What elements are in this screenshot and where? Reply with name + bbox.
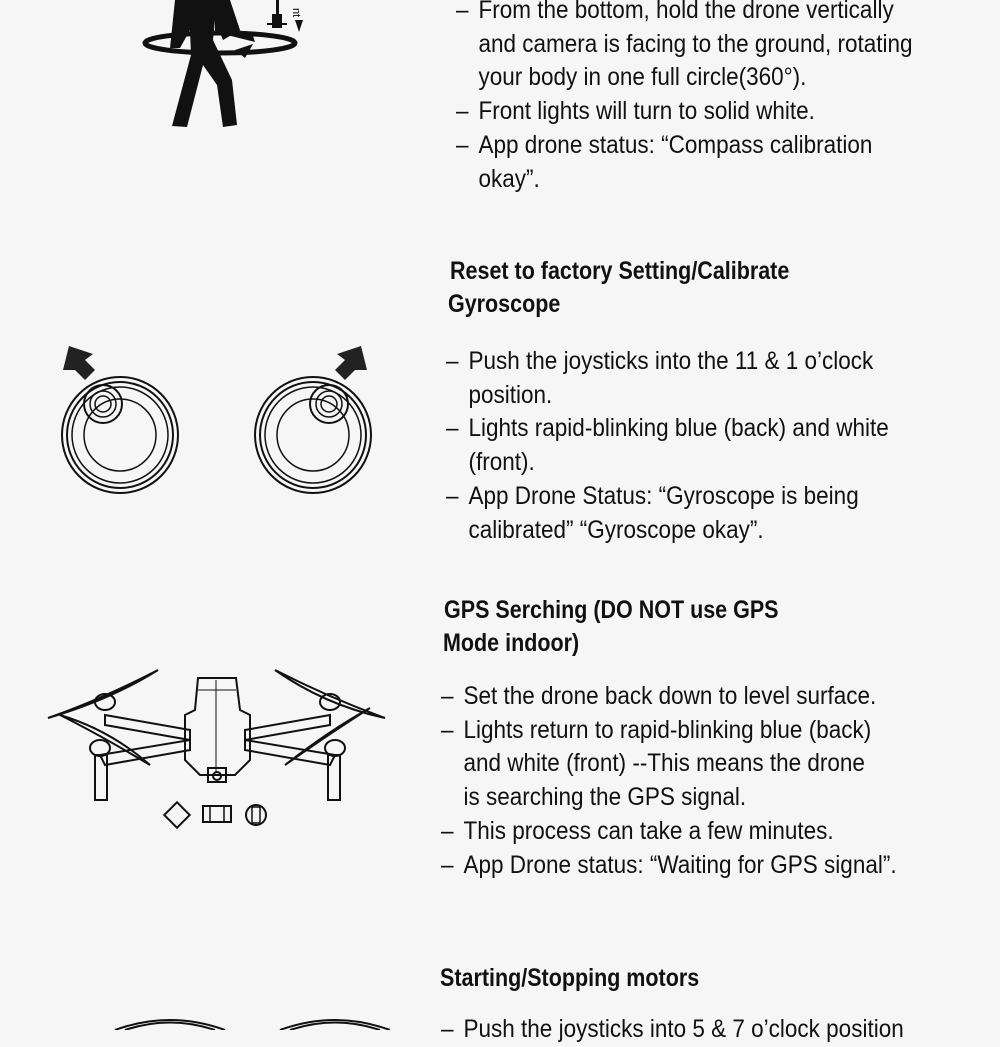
gps-title-line2: Mode indoor) [443, 629, 580, 657]
motors-bullet-1: – Push the joysticks into 5 & 7 o’clock position [441, 1013, 904, 1047]
motors-section [440, 962, 741, 995]
compass-bullet-2: – Front lights will turn to solid white. [456, 95, 913, 129]
gyro-bullet-3-cont: calibrated” “Gyroscope okay”. [468, 515, 764, 544]
gps-section [443, 594, 833, 660]
compass-bullet-1-cont2: your body in one full circle(360°). [478, 63, 807, 92]
gps-title-line1: GPS Serching (DO NOT use GPS [444, 596, 779, 624]
gps-instructions [441, 680, 947, 882]
gyro-bullet-1-cont: position. [468, 380, 553, 409]
gps-bullet-2: – Lights return to rapid-blinking blue (back) [441, 714, 897, 748]
rotation-label-fragment: nt [290, 8, 302, 18]
compass-bullet-1: – From the bottom, hold the drone vertically [456, 0, 913, 28]
gyro-bullet-2: – Lights rapid-blinking blue (back) and white [446, 412, 889, 446]
gps-bullet-2-cont: and white (front) --This means the drone [463, 749, 865, 778]
gyro-title-line1: Reset to factory Setting/Calibrate [450, 257, 790, 285]
gyro-bullet-3: – App Drone Status: “Gyroscope is being [446, 480, 889, 514]
right-joystick [255, 377, 371, 493]
left-joystick [62, 377, 178, 493]
motors-title: Starting/Stopping motors [440, 964, 700, 992]
calibration-icons [164, 802, 266, 827]
drone-illustration [40, 660, 395, 835]
person-rotating-illustration [135, 0, 315, 135]
joysticks-5-7-illustration [110, 1015, 390, 1030]
arrow-up-left-icon [63, 346, 95, 380]
gyro-section [448, 255, 845, 321]
gps-bullet-2-cont2: is searching the GPS signal. [463, 783, 747, 812]
gps-bullet-3: – This process can take a few minutes. [441, 815, 897, 849]
gyro-title-line2: Gyroscope [448, 290, 561, 318]
gps-bullet-4: – App Drone status: “Waiting for GPS signal”. [441, 849, 897, 883]
gyro-bullet-1: – Push the joysticks into the 11 & 1 o’clock [446, 345, 889, 379]
gps-bullet-1: – Set the drone back down to level surface. [441, 680, 897, 714]
compass-bullet-3: – App drone status: “Compass calibration [456, 129, 913, 163]
arrow-up-right-icon [335, 346, 367, 380]
joysticks-11-1-illustration [55, 340, 385, 505]
gyro-bullet-2-cont: (front). [468, 448, 535, 477]
compass-bullet-3-cont: okay”. [478, 164, 540, 193]
gyro-instructions [446, 345, 938, 547]
compass-instructions [456, 0, 963, 196]
compass-bullet-1-cont: and camera is facing to the ground, rotating [478, 29, 913, 58]
